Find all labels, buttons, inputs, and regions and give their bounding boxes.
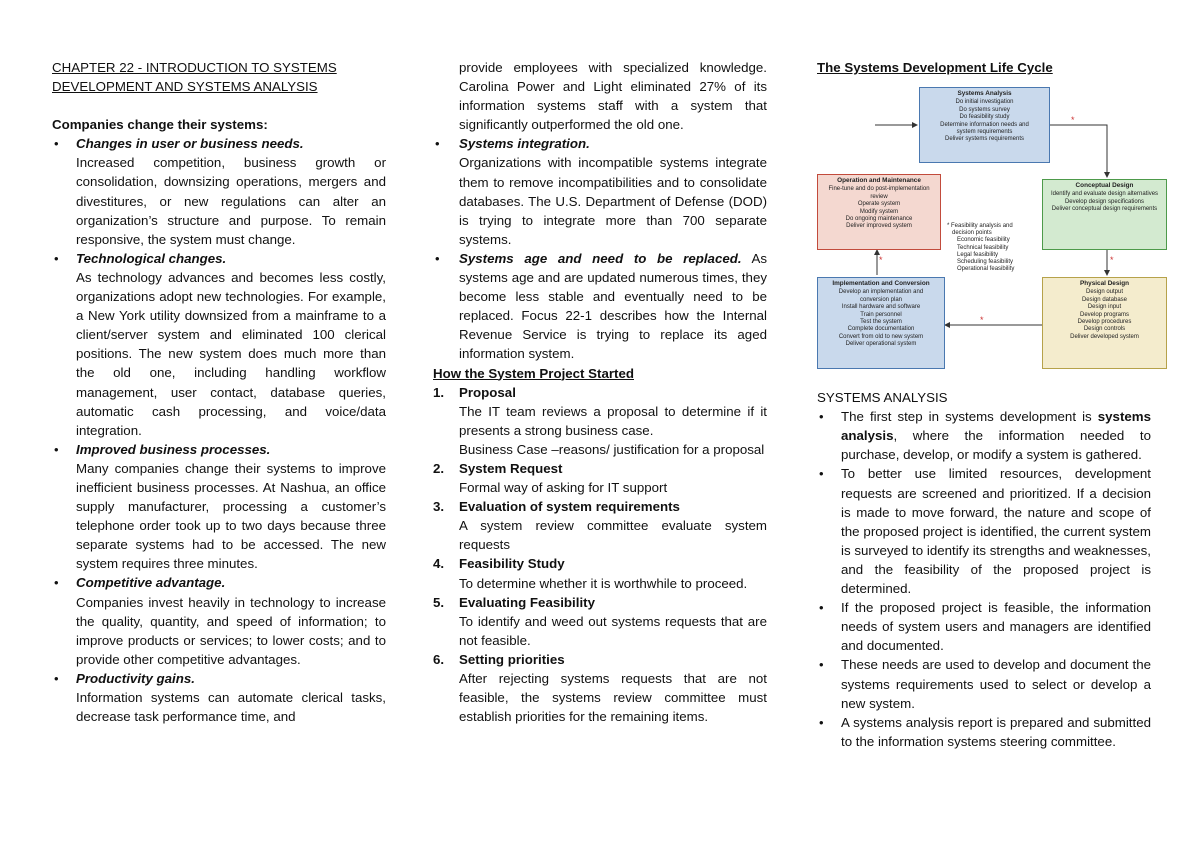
step-text: To identify and weed out systems requests that are not feasible.	[459, 613, 767, 648]
item-body: Companies invest heavily in technology to increase the quality, quantity, and speed of information; to improve products or services; to lower costs; and to provide other competitive advantages.	[76, 594, 386, 667]
item-heading: • Technological changes.	[76, 250, 227, 266]
productivity-continuation: provide employees with specialized knowledge. Carolina Power and Light eliminated 27% of its information systems staff with a system that significantly outperformed the old one.	[459, 60, 767, 133]
reasons-list	[52, 134, 386, 726]
step-item	[433, 383, 767, 459]
item-body: Many companies change their systems to improve inefficient business processes. At Nashua, an office supply manufacturer, processing a customer’s telephone order took up to two days because three separate systems had to be accessed. The new system requires three minutes.	[76, 460, 386, 572]
box-line: conversion plan	[859, 296, 903, 303]
step-heading: Setting priorities	[459, 651, 565, 667]
chapter-title-line2: DEVELOPMENT AND SYSTEMS ANALYSIS	[52, 79, 318, 95]
list-item	[433, 134, 767, 249]
note-line: decision points	[952, 230, 992, 237]
step-heading: Feasibility Study	[459, 556, 565, 572]
box-title: Implementation and Conversion	[832, 280, 930, 287]
box-operation-maintenance	[817, 174, 941, 250]
step-number: 1.	[433, 384, 445, 400]
bullet-bold: systems analysis	[841, 409, 1151, 444]
list-item	[817, 407, 1151, 464]
decision-star: *	[1071, 115, 1075, 125]
step-number: 5.	[433, 594, 445, 610]
item-body: As systems age and are updated numerous times, they become less stable and eventually need to be replaced. Focus 22-1 describes how the Internal Revenue Service is trying to replace its aged information system.	[459, 250, 767, 362]
note-line: Operational feasibility	[957, 266, 1015, 273]
sdlc-diagram	[817, 85, 1167, 370]
box-title: Operation and Maintenance	[837, 177, 921, 184]
step-text: The IT team reviews a proposal to determine if it presents a strong business case.	[459, 403, 767, 438]
project-steps	[433, 383, 767, 727]
list-item	[52, 669, 386, 726]
step-item	[433, 459, 767, 497]
step-text: Business Case –reasons/ justification for a proposal	[459, 441, 765, 457]
box-line: Do feasibility study	[959, 114, 1010, 121]
note-line: Scheduling feasibility	[957, 259, 1014, 266]
step-heading: Proposal	[459, 384, 516, 400]
column-1	[52, 58, 386, 726]
analysis-list	[817, 407, 1151, 751]
project-heading: How the System Project Started	[433, 365, 634, 381]
analysis-heading: SYSTEMS ANALYSIS	[817, 390, 948, 406]
box-line: Test the system	[860, 319, 902, 326]
box-line: Convert from old to new system	[838, 333, 924, 340]
bullet-text: , where the information needed to purchase, develop, or modify a system is gathered.	[841, 428, 1151, 463]
box-implementation-conversion	[817, 277, 945, 369]
box-line: Design output	[1085, 289, 1124, 296]
item-heading: • Competitive advantage.	[76, 575, 226, 591]
chapter-title-line1: CHAPTER 22 - INTRODUCTION TO SYSTEMS	[52, 60, 337, 75]
step-number: 3.	[433, 499, 445, 515]
item-heading: • Productivity gains.	[76, 670, 195, 686]
step-heading: System Request	[459, 460, 563, 476]
box-line: Design input	[1087, 304, 1122, 311]
list-item	[52, 440, 386, 574]
list-item: • These needs are used to develop and document the systems requirements used to select or develop a new system.	[817, 655, 1151, 712]
box-line: Modify system	[859, 208, 899, 215]
list-item	[433, 249, 767, 364]
item-text	[459, 249, 767, 364]
box-line: Train personnel	[860, 311, 902, 318]
step-text: To determine whether it is worthwhile to proceed.	[459, 575, 748, 591]
box-line: review	[870, 193, 888, 200]
step-number: 4.	[433, 556, 445, 572]
step-item	[433, 650, 767, 726]
box-conceptual-design	[1042, 179, 1167, 250]
feasibility-note	[947, 223, 1042, 273]
box-line: Develop an implementation and	[838, 289, 924, 296]
box-title: Systems Analysis	[957, 90, 1012, 97]
step-text: A system review committee evaluate system requests	[459, 518, 767, 553]
decision-star: *	[879, 255, 883, 265]
step-text: Formal way of asking for IT support	[459, 480, 668, 496]
note-line: * Feasibility analysis and	[947, 223, 1013, 229]
box-physical-design	[1042, 277, 1167, 369]
box-line: Deliver improved system	[846, 223, 912, 230]
box-line: Deliver developed system	[1070, 333, 1139, 340]
bullet-text: The first step in systems development is	[841, 409, 1098, 425]
column-2	[433, 58, 767, 726]
note-line: Economic feasibility	[957, 237, 1010, 244]
step-item	[433, 554, 767, 592]
box-line: Develop programs	[1079, 311, 1130, 318]
list-item	[52, 134, 386, 249]
box-line: Do ongoing maintenance	[845, 216, 913, 223]
item-body: Increased competition, business growth or consolidation, downsizing operations, mergers and divestitures, or new regulations can alter an organization’s structure and purpose. To remain responsive, the system must change.	[76, 155, 386, 247]
decision-star: *	[980, 315, 984, 325]
reasons-list-continued	[433, 134, 767, 363]
step-item	[433, 593, 767, 650]
box-line: Deliver systems requirements	[944, 136, 1025, 143]
box-line: system requirements	[956, 129, 1013, 136]
item-body: As technology advances and becomes less costly, organizations adopt new technologies. For example, a New York utility downsized from a mainframe to a client/server system and eliminated 100 clerical positions. The new system does much more than the old one, including handling workflow management, user contact, database queries, automatic cash processing, and voice/data integration.	[76, 269, 386, 438]
item-body: Information systems can automate clerical tasks, decrease task performance time, and	[76, 690, 386, 725]
box-line: Do systems survey	[959, 106, 1010, 113]
arrow-analysis-conceptual	[1050, 125, 1107, 177]
list-item	[52, 573, 386, 668]
note-line: Technical feasibility	[957, 244, 1009, 251]
box-line: Develop design specifications	[1064, 198, 1145, 205]
note-line: Legal feasibility	[957, 251, 999, 258]
step-item	[433, 497, 767, 554]
box-line: Deliver conceptual design requirements	[1051, 206, 1158, 213]
box-line: Determine information needs and	[940, 121, 1029, 128]
step-heading: Evaluation of system requirements	[459, 499, 680, 515]
box-line: Operate system	[857, 201, 901, 208]
list-item	[52, 249, 386, 440]
step-text: After rejecting systems requests that are not feasible, the systems review committee must establish priorities for the remaining items.	[459, 671, 767, 725]
box-title: Physical Design	[1079, 280, 1130, 287]
item-heading: Systems age and need to be replaced.	[459, 250, 742, 266]
list-item: • A systems analysis report is prepared and submitted to the information systems steering committee.	[817, 713, 1151, 751]
box-line: Complete documentation	[847, 326, 915, 333]
decision-star: *	[1110, 255, 1114, 265]
box-systems-analysis	[919, 87, 1050, 163]
item-heading: • Changes in user or business needs.	[76, 136, 304, 152]
box-line: Design controls	[1083, 326, 1126, 333]
box-line: Fine-tune and do post-implementation	[828, 186, 930, 193]
list-item: • To better use limited resources, development requests are screened and prioritized. If a decision is made to move forward, the nature and scope of the proposed project is identified, the current system is surveyed to identify its strengths and weaknesses, and the feasibility of the proposed project is determined.	[817, 464, 1151, 598]
box-line: Install hardware and software	[841, 304, 921, 311]
step-number: 2.	[433, 460, 445, 476]
list-item: • If the proposed project is feasible, the information needs of system users and managers are identified and documented.	[817, 598, 1151, 655]
item-heading: • Systems integration.	[459, 136, 590, 152]
box-line: Deliver operational system	[845, 341, 917, 348]
item-body: Organizations with incompatible systems integrate them to remove incompatibilities and to consolidate databases. The U.S. Department of Defense (DOD) is trying to integrate more than 700 separate systems.	[459, 155, 767, 247]
step-heading: Evaluating Feasibility	[459, 594, 595, 610]
box-line: Identify and evaluate design alternatives	[1050, 191, 1159, 198]
box-title: Conceptual Design	[1075, 182, 1134, 189]
step-number: 6.	[433, 651, 445, 667]
sdlc-heading: The Systems Development Life Cycle	[817, 60, 1053, 75]
box-line: Design database	[1081, 296, 1128, 303]
box-line: Do initial investigation	[955, 99, 1014, 106]
item-heading: • Improved business processes.	[76, 441, 271, 457]
intro-heading: Companies change their systems:	[52, 117, 268, 133]
box-line: Develop procedures	[1077, 319, 1132, 326]
